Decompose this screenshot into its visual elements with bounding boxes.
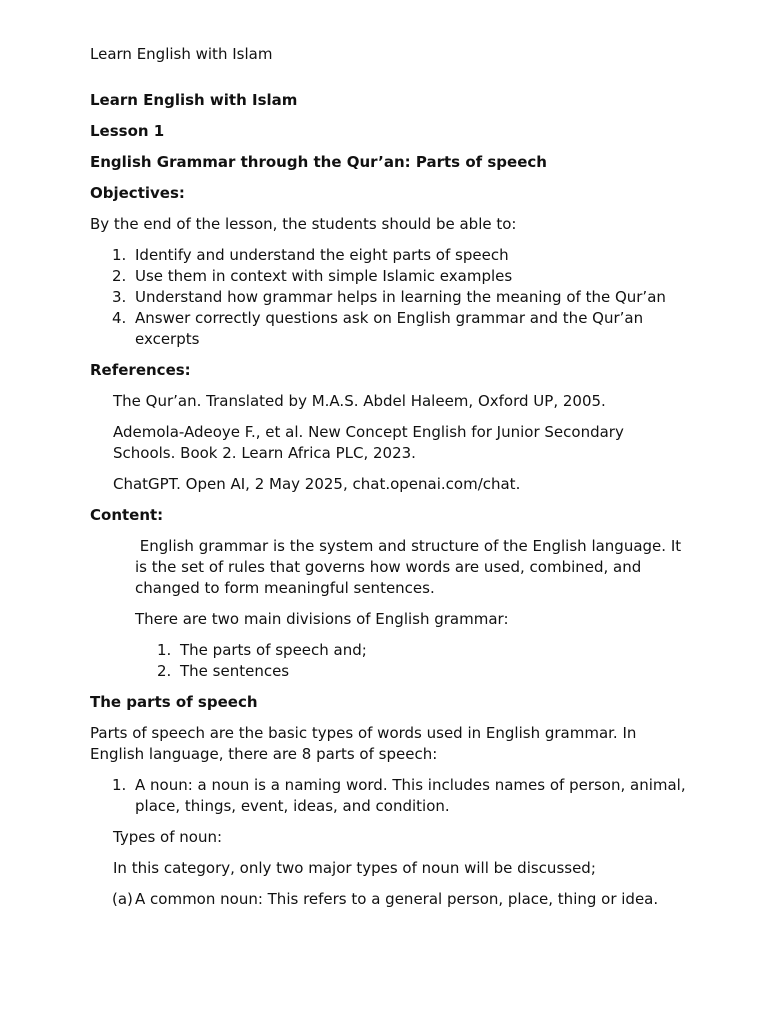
objective-item	[90, 287, 690, 308]
reference-item: The Qur’an. Translated by M.A.S. Abdel Haleem, Oxford UP, 2005.	[113, 392, 606, 410]
list-item-text: The sentences	[180, 662, 290, 680]
list-letter: (a)	[112, 890, 133, 908]
list-item-text: Answer correctly questions ask on English grammar and the Qur’an excerpts	[135, 309, 644, 348]
parts-of-speech-heading: The parts of speech	[90, 693, 258, 711]
parts-of-speech-intro: Parts of speech are the basic types of words used in English grammar. In English language, there are 8 parts of speech:	[90, 724, 637, 763]
list-number: 2.	[157, 662, 172, 680]
list-number: 1.	[112, 246, 127, 264]
noun-definition-item	[90, 775, 690, 817]
divisions-list	[90, 640, 690, 682]
reference-item: ChatGPT. Open AI, 2 May 2025, chat.openai.com/chat.	[113, 475, 521, 493]
document-title: Learn English with Islam	[90, 91, 298, 109]
objectives-intro: By the end of the lesson, the students should be able to:	[90, 215, 517, 233]
list-item-text: A noun: a noun is a naming word. This includes names of person, animal, place, things, event, ideas, and condition.	[135, 776, 686, 815]
list-item-text: Identify and understand the eight parts of speech	[135, 246, 509, 264]
list-item-text: Understand how grammar helps in learning the meaning of the Qur’an	[135, 288, 666, 306]
division-item	[90, 661, 690, 682]
list-number: 2.	[112, 267, 127, 285]
list-item-text: The parts of speech and;	[180, 641, 367, 659]
list-number: 3.	[112, 288, 127, 306]
objective-item	[90, 245, 690, 266]
division-item	[90, 640, 690, 661]
common-noun-item	[90, 889, 690, 910]
list-item-text: Use them in context with simple Islamic examples	[135, 267, 513, 285]
objective-item	[90, 308, 690, 350]
list-item-text: A common noun: This refers to a general person, place, thing or idea.	[135, 890, 659, 908]
document-header: Learn English with Islam	[90, 45, 273, 63]
content-paragraph: English grammar is the system and structure of the English language. It is the set of rules that governs how words are used, combined, and changed to form meaningful sentences.	[135, 537, 686, 597]
types-of-noun-label: Types of noun:	[113, 828, 223, 846]
category-text: In this category, only two major types of noun will be discussed;	[113, 859, 596, 877]
list-number: 1.	[157, 641, 172, 659]
list-number: 4.	[112, 309, 127, 327]
divisions-intro: There are two main divisions of English grammar:	[135, 610, 509, 628]
document-page	[90, 44, 690, 910]
objectives-list	[90, 245, 690, 350]
lesson-topic: English Grammar through the Qur’an: Parts of speech	[90, 153, 547, 171]
lesson-label: Lesson 1	[90, 122, 165, 140]
objectives-heading: Objectives:	[90, 184, 185, 202]
content-heading: Content:	[90, 506, 164, 524]
list-number: 1.	[112, 776, 127, 794]
references-heading: References:	[90, 361, 191, 379]
objective-item	[90, 266, 690, 287]
reference-item: Ademola-Adeoye F., et al. New Concept English for Junior Secondary Schools. Book 2. Learn Africa PLC, 2023.	[113, 423, 624, 462]
